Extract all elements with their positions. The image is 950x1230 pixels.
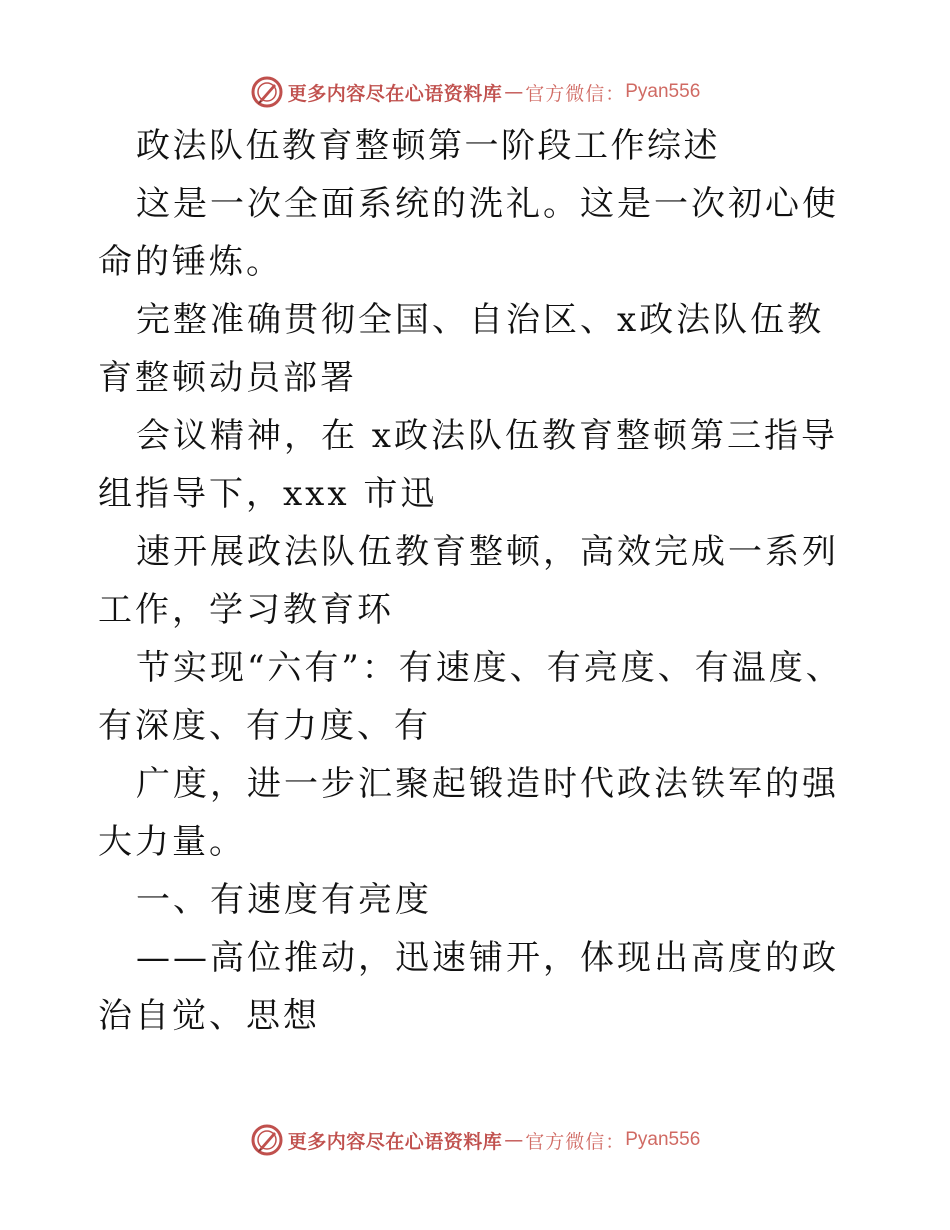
paragraph: ——高位推动，迅速铺开，体现出高度的政治自觉、思想 bbox=[98, 938, 839, 1036]
paragraph: 完整准确贯彻全国、自治区、x政法队伍教育整顿动员部署 bbox=[98, 300, 825, 398]
footer-watermark bbox=[0, 1120, 950, 1160]
section-heading: 一、有速度有亮度 bbox=[136, 880, 432, 920]
watermark-official-label: 官方微信： bbox=[525, 1130, 626, 1153]
watermark-wechat-id: Pyan556 bbox=[625, 81, 701, 102]
header-watermark bbox=[0, 72, 950, 112]
paragraph: 节实现“六有”：有速度、有亮度、有温度、有深度、有力度、有 bbox=[98, 648, 843, 746]
watermark-wechat-id: Pyan556 bbox=[625, 1129, 701, 1150]
document-body bbox=[98, 117, 858, 1045]
watermark-main-text: 更多内容尽在心语资料库 bbox=[287, 1130, 503, 1153]
pen-circle-logo-icon bbox=[250, 75, 284, 109]
paragraph: 速开展政法队伍教育整顿，高效完成一系列工作，学习教育环 bbox=[98, 532, 839, 630]
watermark-dash: — bbox=[504, 81, 524, 103]
document-title: 政法队伍教育整顿第一阶段工作综述 bbox=[136, 126, 720, 166]
pen-circle-logo-icon bbox=[250, 1123, 284, 1157]
watermark-dash: — bbox=[504, 1129, 524, 1151]
paragraph: 这是一次全面系统的洗礼。这是一次初心使命的锤炼。 bbox=[98, 184, 839, 282]
watermark-official-label: 官方微信： bbox=[525, 82, 626, 105]
watermark-main-text: 更多内容尽在心语资料库 bbox=[287, 82, 503, 105]
paragraph: 广度，进一步汇聚起锻造时代政法铁军的强大力量。 bbox=[98, 764, 839, 862]
paragraph: 会议精神，在 x政法队伍教育整顿第三指导组指导下，xxx 市迅 bbox=[98, 416, 838, 514]
